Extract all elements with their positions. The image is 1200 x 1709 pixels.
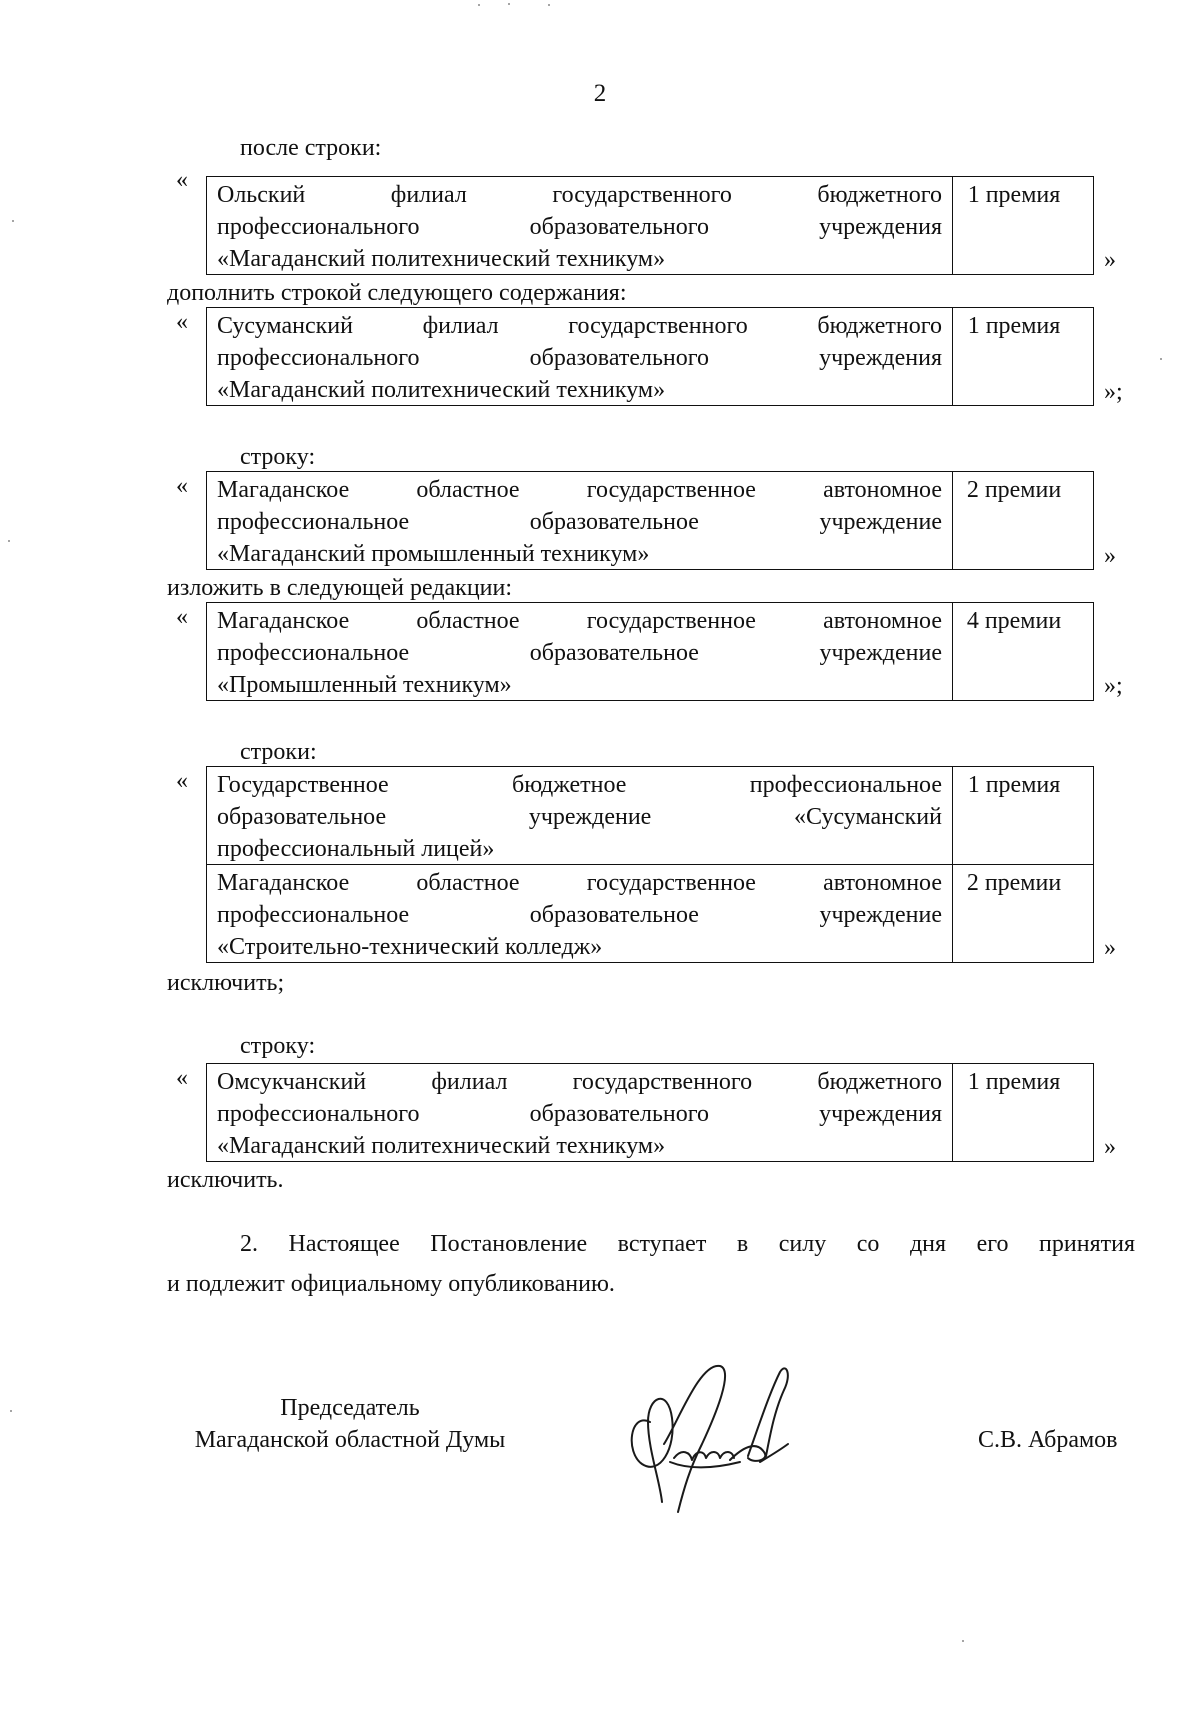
replacement-table	[206, 602, 1094, 701]
close-quote: »	[1104, 543, 1116, 569]
handwritten-signature	[620, 1352, 810, 1522]
institution-name-line: профессиональный лицей»	[217, 836, 495, 862]
block-intro: строки:	[240, 739, 317, 765]
institution-name-line: «Магаданский политехнический техникум»	[217, 1133, 666, 1159]
award-count-cell: 1 премия	[967, 772, 1061, 798]
paragraph-effective-date	[167, 1224, 1135, 1304]
signer-title-line: Магаданской областной Думы	[194, 1427, 506, 1453]
exclude-instruction: исключить.	[167, 1167, 284, 1193]
paragraph-line: 2. Настоящее Постановление вступает в силу со дня его принятия	[240, 1231, 1135, 1257]
signer-name: С.В. Абрамов	[978, 1427, 1118, 1453]
institution-name-cell	[207, 1064, 953, 1161]
scan-speck	[12, 220, 14, 222]
block-intro: после строки:	[240, 135, 382, 161]
institution-name-line: «Промышленный техникум»	[217, 672, 512, 698]
scan-speck	[962, 1640, 964, 1642]
close-quote: »	[1104, 935, 1116, 961]
institution-name-line: Ольский филиал государственного бюджетного	[217, 182, 942, 208]
open-quote: «	[176, 167, 188, 193]
table-row	[207, 1064, 1093, 1161]
institution-name-line: «Строительно-технический колледж»	[217, 934, 603, 960]
page-number: 2	[593, 80, 607, 107]
open-quote: «	[176, 768, 188, 794]
award-count-cell: 4 премии	[966, 608, 1062, 634]
institution-name-line: Магаданское областное государственное автономное	[217, 870, 942, 896]
institution-name-cell	[207, 177, 953, 274]
award-count-cell: 1 премия	[967, 1069, 1061, 1095]
open-quote: «	[176, 1065, 188, 1091]
replacement-table	[206, 176, 1094, 275]
institution-name-line: профессиональное образовательное учреждение	[217, 509, 942, 535]
institution-name-line: образовательное учреждение «Сусуманский	[217, 804, 942, 830]
institution-name-cell	[207, 767, 953, 864]
award-count-cell: 1 премия	[967, 313, 1061, 339]
table-row	[207, 767, 1093, 864]
table-row	[207, 472, 1093, 569]
open-quote: «	[176, 473, 188, 499]
institution-name-cell	[207, 603, 953, 700]
institution-name-line: профессиональное образовательное учреждение	[217, 902, 942, 928]
scan-speck	[1160, 358, 1162, 360]
paragraph-line: и подлежит официальному опубликованию.	[167, 1271, 615, 1297]
institution-name-line: профессионального образовательного учреждения	[217, 214, 942, 240]
replacement-table	[206, 766, 1094, 963]
scan-speck	[508, 3, 510, 5]
award-count-cell: 1 премия	[967, 182, 1061, 208]
institution-name-line: Омсукчанский филиал государственного бюджетного	[217, 1069, 942, 1095]
institution-name-line: профессионального образовательного учреждения	[217, 345, 942, 371]
institution-name-line: «Магаданский политехнический техникум»	[217, 246, 666, 272]
block-intro: изложить в следующей редакции:	[167, 575, 513, 601]
close-quote: »;	[1104, 379, 1123, 405]
close-quote: »;	[1104, 673, 1123, 699]
institution-name-line: Магаданское областное государственное автономное	[217, 608, 942, 634]
open-quote: «	[176, 604, 188, 630]
replacement-table	[206, 1063, 1094, 1162]
scan-speck	[10, 1410, 12, 1412]
award-count-cell: 2 премии	[966, 477, 1062, 503]
block-intro: строку:	[240, 444, 316, 470]
block-intro: строку:	[240, 1033, 316, 1059]
institution-name-cell	[207, 865, 953, 962]
signer-title	[167, 1392, 533, 1456]
institution-name-line: Магаданское областное государственное автономное	[217, 477, 942, 503]
award-count-cell: 2 премии	[966, 870, 1062, 896]
scan-speck	[8, 540, 10, 542]
close-quote: »	[1104, 247, 1116, 273]
exclude-instruction: исключить;	[167, 970, 285, 996]
institution-name-cell	[207, 308, 953, 405]
institution-name-line: «Магаданский политехнический техникум»	[217, 377, 666, 403]
table-row	[207, 308, 1093, 405]
scan-speck	[548, 4, 550, 6]
institution-name-line: Сусуманский филиал государственного бюджетного	[217, 313, 942, 339]
signer-title-line: Председатель	[280, 1395, 420, 1421]
replacement-table	[206, 471, 1094, 570]
table-row	[207, 603, 1093, 700]
table-row	[207, 864, 1093, 962]
institution-name-line: Государственное бюджетное профессиональное	[217, 772, 942, 798]
scan-speck	[478, 4, 480, 6]
institution-name-line: «Магаданский промышленный техникум»	[217, 541, 650, 567]
institution-name-cell	[207, 472, 953, 569]
block-intro: дополнить строкой следующего содержания:	[167, 280, 627, 306]
replacement-table	[206, 307, 1094, 406]
institution-name-line: профессиональное образовательное учреждение	[217, 640, 942, 666]
institution-name-line: профессионального образовательного учреждения	[217, 1101, 942, 1127]
open-quote: «	[176, 309, 188, 335]
close-quote: »	[1104, 1134, 1116, 1160]
table-row	[207, 177, 1093, 274]
